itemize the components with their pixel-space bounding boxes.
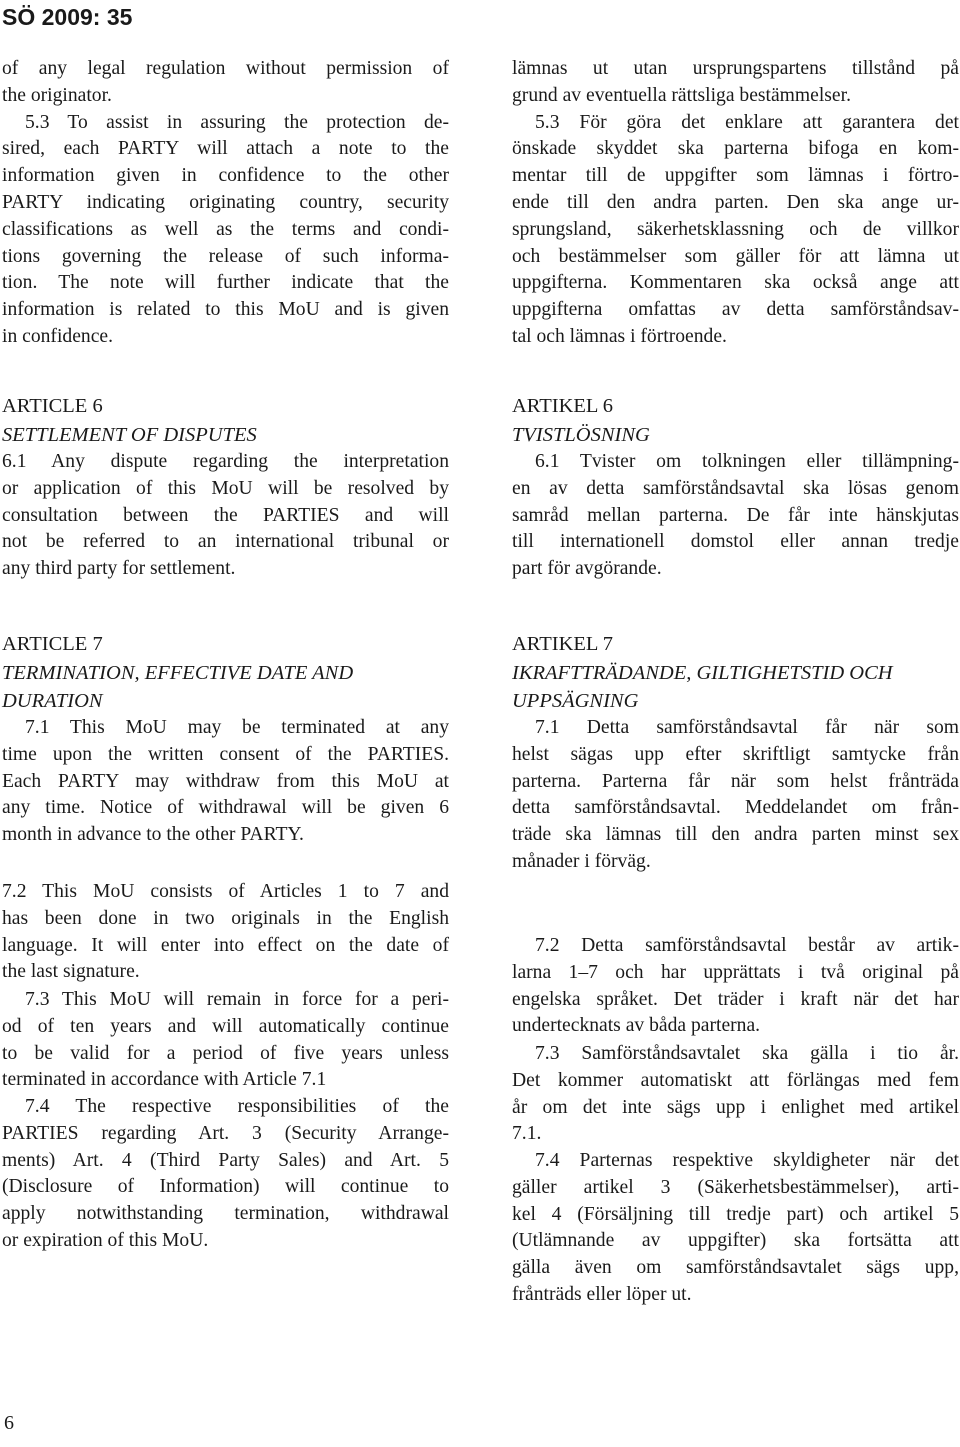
- text-line: part för avgörande.: [512, 558, 662, 580]
- text-line: or application of this MoU will be resolved by: [2, 477, 449, 499]
- paragraph-7-3-sv: [512, 1041, 959, 1148]
- text-line: 7.2 Detta samförståndsavtal består av artik-: [535, 935, 959, 956]
- text-line: 6.1 Tvister om tolkningen eller tillämpning-: [535, 451, 959, 472]
- text-line: till internationell domstol eller annan tredje: [512, 531, 959, 553]
- artikel-6-heading: ARTIKEL 6: [512, 395, 614, 417]
- artikel-7-heading: ARTIKEL 7: [512, 633, 614, 655]
- article-6-heading: ARTICLE 6: [2, 395, 103, 417]
- text-line: 7.1 This MoU may be terminated at any: [25, 717, 449, 738]
- article-7-subheading-line-2: DURATION: [2, 690, 103, 712]
- artikel-7-subheading-line-2: UPPSÄGNING: [512, 690, 639, 712]
- text-line: 7.4 Parternas respektive skyldigheter när det: [535, 1150, 959, 1171]
- text-line: larna 1–7 och har upprättats i två original på: [512, 961, 959, 983]
- text-line: month in advance to the other PARTY.: [2, 824, 304, 846]
- artikel-6-sv: [512, 391, 959, 583]
- text-line: ende till den andra parten. Den ska ange ur-: [512, 191, 959, 213]
- text-line: any third party for settlement.: [2, 558, 236, 580]
- text-line: of any legal regulation without permission of: [2, 58, 449, 79]
- text-line: 7.3 Samförståndsavtalet ska gälla i tio år.: [535, 1043, 959, 1064]
- paragraph-5-3-en: [2, 56, 449, 351]
- text-line: ments) Art. 4 (Third Party Sales) and Art. 5: [2, 1149, 449, 1171]
- paragraph-7-1-en: [2, 715, 449, 849]
- text-line: classifications as well as the terms and condi-: [2, 218, 449, 240]
- text-line: terminated in accordance with Article 7.1: [2, 1069, 327, 1091]
- text-line: undertecknats av båda parterna.: [512, 1015, 761, 1037]
- text-line: od of ten years and will automatically continue: [2, 1015, 449, 1037]
- text-line: 7.1 Detta samförståndsavtal får när som: [535, 717, 959, 738]
- text-line: tions governing the release of such informa-: [2, 245, 449, 267]
- text-line: 5.3 To assist in assuring the protection de-: [25, 111, 449, 133]
- text-line: uppgifterna omfattas av detta samförståndsav-: [512, 299, 959, 321]
- article-7-en: [2, 629, 449, 849]
- artikel-7-sv: [512, 629, 959, 876]
- text-line: language. It will enter into effect on the date of: [2, 934, 449, 956]
- text-line: kel 4 (Försäljning till tredje part) och artikel 5: [512, 1203, 959, 1225]
- text-line: lämnas ut utan ursprungspartens tillstånd på: [512, 58, 959, 79]
- paragraph-7-4-sv: [512, 1148, 959, 1309]
- text-line: 7.1.: [512, 1123, 542, 1145]
- text-line: mentar till de uppgifter som lämnas i förtro-: [512, 165, 959, 187]
- text-line: (Disclosure of Information) will continue to: [2, 1176, 449, 1198]
- text-line: in confidence.: [2, 325, 113, 347]
- text-line: 7.3 This MoU will remain in force for a peri-: [25, 989, 449, 1010]
- text-line: apply notwithstanding termination, withdrawal: [2, 1203, 449, 1225]
- text-line: not be referred to an international tribunal or: [2, 531, 449, 553]
- text-line: to be valid for a period of five years unless: [2, 1042, 449, 1064]
- text-line: PARTIES regarding Art. 3 (Security Arrange-: [2, 1122, 449, 1144]
- artikel-7-subheading-line-1: IKRAFTTRÄDANDE, GILTIGHETSTID OCH: [512, 662, 893, 684]
- text-line: helst sägas upp efter skriftligt samtycke från: [512, 743, 959, 765]
- text-line: önskade skyddet ska parterna bifoga en kom-: [512, 138, 959, 160]
- paragraph-7-3-en: [2, 987, 449, 1094]
- article-7-heading: ARTICLE 7: [2, 633, 103, 655]
- page-number: 6: [4, 1412, 14, 1434]
- paragraph-7-2-en: [2, 879, 449, 986]
- paragraph-5-3-sv: [512, 56, 959, 351]
- paragraph-7-1-sv: [512, 715, 959, 876]
- text-line: information is related to this MoU and is given: [2, 299, 449, 321]
- text-line: (Utlämnande av uppgifter) ska fortsätta att: [512, 1230, 959, 1252]
- text-line: gäller artikel 3 (Säkerhetsbestämmelser), arti-: [512, 1176, 959, 1198]
- text-line: en av detta samförståndsavtal ska lösas genom: [512, 477, 959, 499]
- article-6-subheading: SETTLEMENT OF DISPUTES: [2, 424, 257, 446]
- text-line: sired, each PARTY will attach a note to the: [2, 138, 449, 160]
- article-6-en: [2, 391, 449, 583]
- text-line: parterna. Parterna får när som helst frånträda: [512, 770, 959, 792]
- text-line: the last signature.: [2, 961, 140, 983]
- text-line: engelska språket. Det träder i kraft när det har: [512, 988, 959, 1010]
- text-line: och bestämmelser som gäller för att lämna ut: [512, 245, 959, 267]
- article-6-body: [2, 449, 449, 583]
- text-line: 5.3 För göra det enklare att garantera det: [535, 111, 959, 133]
- text-line: PARTY indicating originating country, security: [2, 191, 449, 213]
- text-line: månader i förväg.: [512, 850, 651, 872]
- text-line: any time. Notice of withdrawal will be given 6: [2, 797, 449, 819]
- text-line: träde ska lämnas till den andra parten minst sex: [512, 824, 959, 846]
- text-line: time upon the written consent of the PARTIES.: [2, 743, 449, 765]
- text-line: samråd mellan parterna. De får inte hänskjutas: [512, 504, 959, 526]
- artikel-6-body: [512, 449, 959, 583]
- text-line: frånträds eller löper ut.: [512, 1283, 692, 1305]
- text-line: information given in confidence to the other: [2, 165, 449, 187]
- text-line: 6.1 Any dispute regarding the interpretation: [2, 451, 449, 472]
- text-line: år om det inte sägs upp i enlighet med artikel: [512, 1096, 959, 1118]
- text-line: Each PARTY may withdraw from this MoU at: [2, 770, 449, 792]
- article-7-subheading-line-1: TERMINATION, EFFECTIVE DATE AND: [2, 662, 354, 684]
- text-line: 7.4 The respective responsibilities of the: [25, 1096, 449, 1117]
- text-line: tal och lämnas i förtroende.: [512, 325, 727, 347]
- text-line: gälla även om samförståndsavtalet sägs upp,: [512, 1257, 959, 1279]
- text-line: has been done in two originals in the English: [2, 907, 449, 929]
- text-line: or expiration of this MoU.: [2, 1229, 209, 1251]
- text-line: grund av eventuella rättsliga bestämmelser.: [512, 84, 851, 106]
- text-line: sprungsland, säkerhetsklassning och de villkor: [512, 218, 959, 240]
- text-line: Det kommer automatiskt att förlängas med fem: [512, 1069, 959, 1091]
- text-line: tion. The note will further indicate that the: [2, 272, 449, 294]
- text-line: uppgifterna. Kommentaren ska också ange att: [512, 272, 959, 294]
- artikel-6-subheading: TVISTLÖSNING: [512, 424, 650, 446]
- text-line: detta samförståndsavtal. Meddelandet om från-: [512, 797, 959, 819]
- paragraph-7-2-sv: [512, 933, 959, 1040]
- text-line: consultation between the PARTIES and will: [2, 504, 449, 526]
- page-header: SÖ 2009: 35: [2, 4, 133, 30]
- paragraph-7-4-en: [2, 1094, 449, 1255]
- text-line: 7.2 This MoU consists of Articles 1 to 7 and: [2, 881, 449, 902]
- text-line: the originator.: [2, 84, 112, 106]
